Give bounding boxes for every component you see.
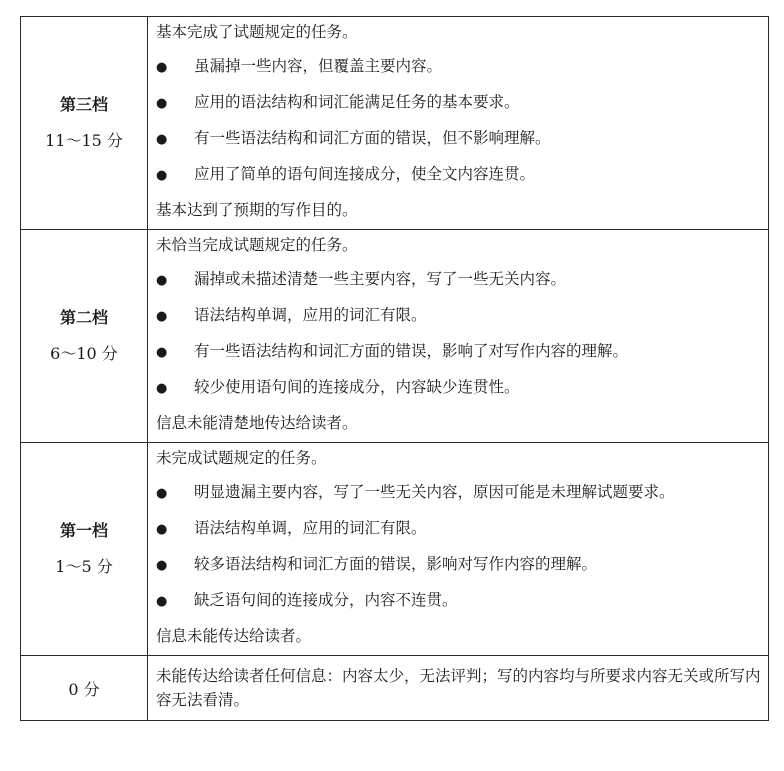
bullet-icon: ●: [156, 132, 168, 147]
criteria-item: ● 应用的语法结构和词汇能满足任务的基本要求。: [156, 87, 768, 123]
zero-description: 未能传达给读者任何信息：内容太少，无法评判；写的内容均与所要求内容无关或所写内容无法看清。: [156, 667, 761, 709]
description-cell: [148, 17, 769, 230]
bullet-icon: ●: [156, 96, 168, 111]
grade-cell: [21, 17, 148, 230]
tier-row-2: [21, 230, 769, 443]
criteria-item: ● 有一些语法结构和词汇方面的错误，但不影响理解。: [156, 123, 768, 159]
criteria-item: ● 缺乏语句间的连接成分，内容不连贯。: [156, 585, 768, 621]
tier-row-3: [21, 17, 769, 230]
grade-range: 6～10 分: [50, 344, 118, 363]
bullet-icon: ●: [156, 168, 168, 183]
criteria-item: ● 有一些语法结构和词汇方面的错误，影响了对写作内容的理解。: [156, 336, 768, 372]
tier-summary: 信息未能传达给读者。: [156, 627, 312, 645]
criteria-item: ● 漏掉或未描述清楚一些主要内容，写了一些无关内容。: [156, 264, 768, 300]
criteria-item: ● 明显遗漏主要内容，写了一些无关内容，原因可能是未理解试题要求。: [156, 477, 768, 513]
bullet-icon: ●: [156, 60, 168, 75]
tier-summary: 基本达到了预期的写作目的。: [156, 201, 358, 219]
tier-summary: 信息未能清楚地传达给读者。: [156, 414, 358, 432]
description-cell: [148, 656, 769, 721]
bullet-icon: ●: [156, 309, 168, 324]
grade-range: 0 分: [68, 679, 100, 699]
criteria-item: ● 较多语法结构和词汇方面的错误，影响对写作内容的理解。: [156, 549, 768, 585]
bullet-icon: ●: [156, 345, 168, 360]
tier-intro: 未恰当完成试题规定的任务。: [156, 236, 358, 254]
description-cell: [148, 443, 769, 656]
grade-range: 1～5 分: [55, 557, 113, 576]
bullet-icon: ●: [156, 381, 168, 396]
grade-range: 11～15 分: [45, 131, 123, 150]
description-cell: [148, 230, 769, 443]
grade-name: 第二档: [59, 308, 108, 327]
bullet-icon: ●: [156, 522, 168, 537]
criteria-item: ● 应用了简单的语句间连接成分，使全文内容连贯。: [156, 159, 768, 195]
grade-name: 第三档: [59, 95, 108, 114]
criteria-item: ● 较少使用语句间的连接成分，内容缺少连贯性。: [156, 372, 768, 408]
tier-intro: 未完成试题规定的任务。: [156, 449, 327, 467]
bullet-icon: ●: [156, 486, 168, 501]
bullet-icon: ●: [156, 558, 168, 573]
grade-name: 第一档: [59, 521, 108, 540]
bullet-icon: ●: [156, 273, 168, 288]
grade-cell: [21, 443, 148, 656]
criteria-item: ● 虽漏掉一些内容，但覆盖主要内容。: [156, 51, 768, 87]
tier-row-1: [21, 443, 769, 656]
criteria-item: ● 语法结构单调，应用的词汇有限。: [156, 513, 768, 549]
scoring-rubric-table: [20, 16, 769, 721]
tier-row-0: [21, 656, 769, 721]
tier-intro: 基本完成了试题规定的任务。: [156, 23, 358, 41]
grade-cell: [21, 656, 148, 721]
bullet-icon: ●: [156, 594, 168, 609]
criteria-item: ● 语法结构单调，应用的词汇有限。: [156, 300, 768, 336]
grade-cell: [21, 230, 148, 443]
